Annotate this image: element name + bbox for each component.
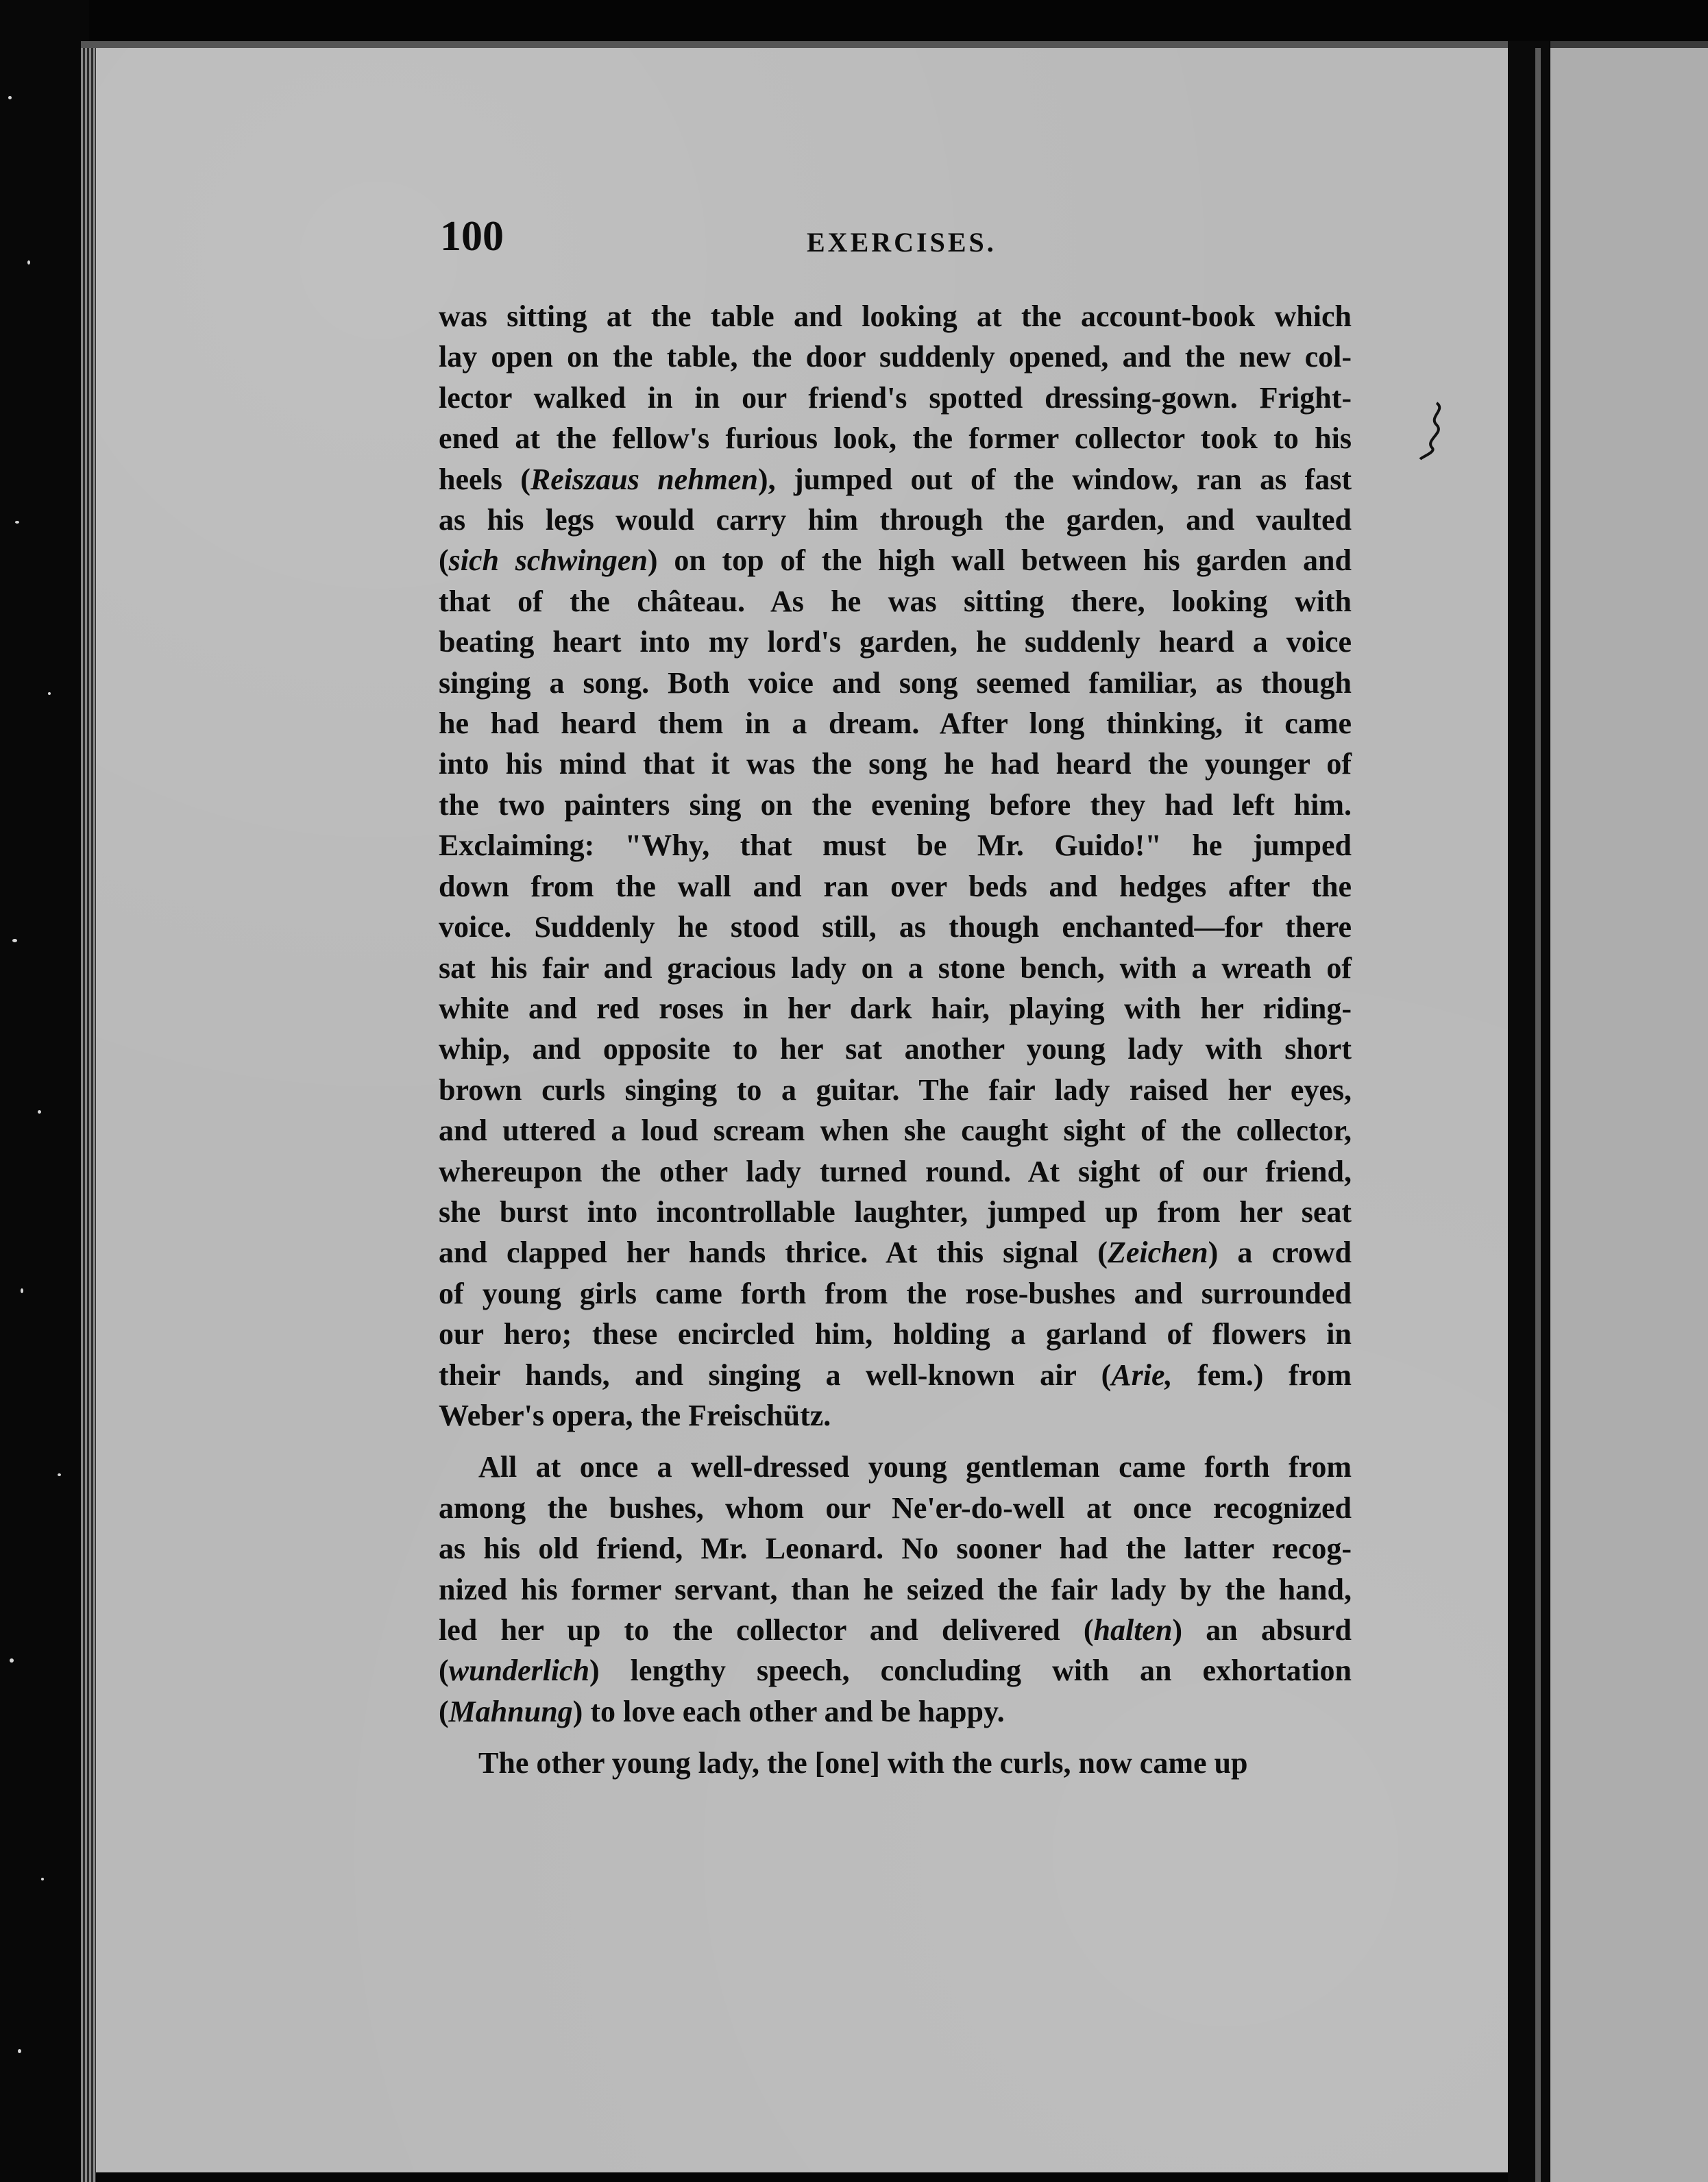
paragraph (439, 1447, 1352, 1732)
speck (8, 96, 12, 99)
text-line: lay open on the table, the door suddenly opened, and the new col- (439, 340, 1352, 374)
speck (48, 692, 51, 695)
text-line: brown curls singing to a guitar. The fair lady raised her eyes, (439, 1072, 1352, 1107)
text-line: down from the wall and ran over beds and hedges after the (439, 869, 1352, 903)
paragraph (439, 1743, 1352, 1783)
speck (15, 521, 19, 524)
text-line: heels (Reiszaus nehmen), jumped out of the window, ran as fast (439, 462, 1352, 496)
speck (58, 1473, 61, 1476)
body-text (439, 296, 1352, 1784)
text-line: led her up to the collector and delivered (halten) an absurd (439, 1613, 1352, 1647)
text-line: whip, and opposite to her sat another young lady with short (439, 1032, 1352, 1066)
text-line: she burst into incontrollable laughter, jumped up from her seat (439, 1194, 1352, 1229)
speck (27, 260, 30, 265)
text-line: Exclaiming: "Why, that must be Mr. Guido!" he jumped (439, 829, 1352, 863)
text-line: All at once a well-dressed young gentleman came forth from (478, 1450, 1352, 1484)
running-head: EXERCISES. (807, 227, 997, 258)
text-line: whereupon the other lady turned round. At sight of our friend, (439, 1154, 1352, 1188)
text-line: nized his former servant, than he seized the fair lady by the hand, (439, 1572, 1352, 1606)
book-gutter (1508, 41, 1549, 2182)
text-line: sat his fair and gracious lady on a stone bench, with a wreath of (439, 951, 1352, 985)
page-stack-edge (81, 48, 96, 2182)
text-line: (wunderlich) lengthy speech, concluding with an exhortation (439, 1654, 1352, 1688)
page-number: 100 (440, 213, 504, 260)
text-line: singing a song. Both voice and song seemed familiar, as though (439, 665, 1352, 700)
margin-pencil-mark (1416, 400, 1450, 462)
paragraph (439, 296, 1352, 1436)
speck (12, 939, 17, 942)
speck (41, 1878, 44, 1880)
text-line: (Mahnung) to love each other and be happy. (439, 1694, 1005, 1728)
page-header (440, 212, 1352, 267)
text-line: of young girls came forth from the rose-bushes and surrounded (439, 1276, 1352, 1310)
text-line: our hero; these encircled him, holding a garland of flowers in (439, 1317, 1352, 1351)
text-line: voice. Suddenly he stood still, as though enchanted—for there (439, 910, 1352, 944)
text-line: and clapped her hands thrice. At this signal (Zeichen) a crowd (439, 1236, 1352, 1270)
speck (21, 1288, 23, 1293)
text-line: Weber's opera, the Freischütz. (439, 1398, 831, 1432)
text-line: the two painters sing on the evening before they had left him. (439, 787, 1352, 822)
text-line: white and red roses in her dark hair, playing with her riding- (439, 991, 1352, 1025)
scan-left-margin (0, 0, 89, 2182)
text-line: lector walked in in our friend's spotted dressing-gown. Fright- (439, 380, 1352, 415)
speck (38, 1110, 41, 1114)
text-line: The other young lady, the [one] with the curls, now came up (478, 1746, 1248, 1780)
text-line: as his legs would carry him through the garden, and vaulted (439, 503, 1352, 537)
text-line: as his old friend, Mr. Leonard. No sooner had the latter recog- (439, 1532, 1352, 1566)
text-line: that of the château. As he was sitting there, looking with (439, 584, 1352, 618)
text-line: (sich schwingen) on top of the high wall between his garden and (439, 543, 1352, 578)
text-line: beating heart into my lord's garden, he suddenly heard a voice (439, 625, 1352, 659)
text-line: was sitting at the table and looking at the account-book which (439, 299, 1352, 333)
text-line: he had heard them in a dream. After long thinking, it came (439, 707, 1352, 741)
text-line: ened at the fellow's furious look, the former collector took to his (439, 421, 1352, 456)
text-line: into his mind that it was the song he had heard the younger of (439, 747, 1352, 781)
next-page-edge (1550, 48, 1708, 2182)
speck (10, 1658, 14, 1663)
text-line: among the bushes, whom our Ne'er-do-well at once recognized (439, 1491, 1352, 1525)
text-line: their hands, and singing a well-known air (Arie, fem.) from (439, 1358, 1352, 1392)
text-line: and uttered a loud scream when she caught sight of the collector, (439, 1114, 1352, 1148)
gutter-line (1535, 48, 1541, 2182)
speck (18, 2049, 21, 2053)
